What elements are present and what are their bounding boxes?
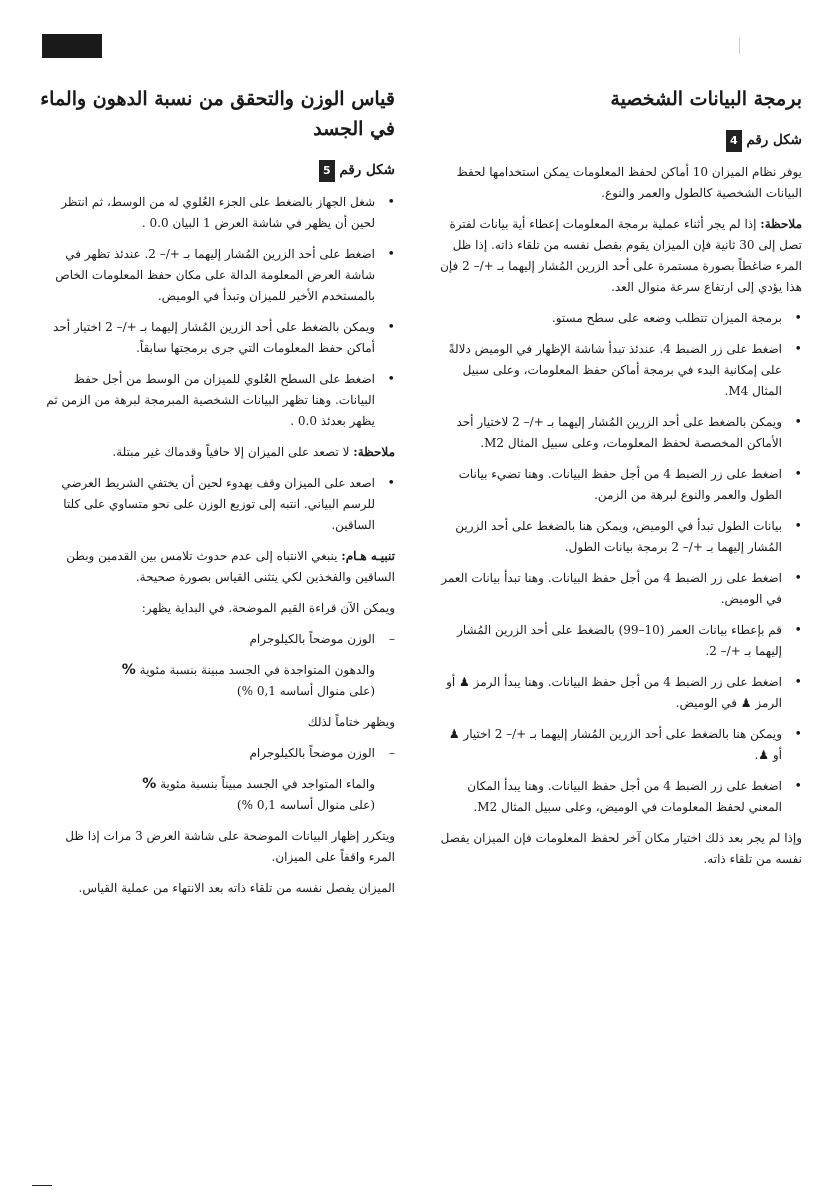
note-paragraph xyxy=(440,214,802,298)
reading-intro: ويمكن الآن قراءة القيم الموضحة. في البداية يظهر: xyxy=(141,601,395,615)
repeat-paragraph: ويتكرر إظهار البيانات الموضحة على شاشة العرض 3 مرات إذا ظل المرء واقفاً على الميزان. xyxy=(65,829,395,864)
finally-text: ويظهر ختاماً لذلك xyxy=(307,715,395,729)
step-item: • شغل الجهاز بالضغط على الجزء العُلوي له من الوسط، ثم انتظر لحين أن يظهر في شاشة العرض 1 البيان 0.0 . xyxy=(40,192,395,234)
note-paragraph xyxy=(40,442,395,463)
closing-paragraph: وإذا لم يجر بعد ذلك اختيار مكان آخر لحفظ المعلومات فإن الميزان يفصل نفسه من تلقاء ذاته. xyxy=(440,831,802,866)
step-item: • اضغط على زر الضبط 4 من أجل حفظ البيانات. وهنا تبدأ بيانات العمر في الوميض. xyxy=(440,568,802,610)
auto-off-paragraph: الميزان يفصل نفسه من تلقاء ذاته بعد الانتهاء من عملية القياس. xyxy=(78,881,395,895)
column-personal-data xyxy=(440,84,802,880)
footer-mark xyxy=(32,1185,52,1186)
step-item: • بيانات الطول تبدأ في الوميض، ويمكن هنا بالضغط على أحد الزرين المُشار إليهما بـ +/– 2 برمجة بيانات الطول. xyxy=(440,516,802,558)
step-item: • اضغط على زر الضبط 4 من أجل حفظ البيانات. وهنا يبدأ المكان المعني لحفظ المعلومات في الوميض، وعلى سبيل المثال M2. xyxy=(440,776,802,818)
reading-list-1 xyxy=(40,629,395,650)
section-title-measuring: قياس الوزن والتحقق من نسبة الدهون والماء في الجسد xyxy=(40,88,395,140)
note-label: ملاحظة: xyxy=(760,217,802,231)
note-label: ملاحظة: xyxy=(353,445,395,459)
fat-percentage-text: والدهون المتواجدة في الجسد مبينة بنسبة مئوية % (على منوال أساسه 0,1 %) xyxy=(121,662,375,698)
note-text: لا تصعد على الميزان إلا حافياً وقدماك غير مبتلة. xyxy=(112,445,354,459)
section-title-programming: برمجة البيانات الشخصية xyxy=(610,88,802,110)
step-note: (على منوال أساسه 0,1 %) xyxy=(236,684,375,698)
warning-label: تنبيـه هـام: xyxy=(341,549,395,563)
programming-steps xyxy=(440,308,802,818)
figure-number-badge: 5 xyxy=(319,160,335,182)
step-item: • اضغط على زر الضبط 4 من أجل حفظ البيانات. وهنا يبدأ الرمز ♟ أو الرمز ♟ في الوميض. xyxy=(440,672,802,714)
section-tab xyxy=(42,34,102,58)
note-text: إذا لم يجر أثناء عملية برمجة المعلومات إعطاء أية بيانات لفترة تصل إلى 30 ثانية فإن الميزان يقوم بفصل نفسه من تلقاء ذاته. إذا ظل المرء ضاغطاً بصورة مستمرة على أحد الزرين المُشار إليهما بـ +/– 2 فإن هذا يؤدي إلى ارتفاع سرعة منوال العد. xyxy=(440,217,802,294)
figure-reference: شكل رقم 5 xyxy=(40,160,395,182)
percent-symbol: % xyxy=(121,662,136,678)
reading-list-2 xyxy=(40,743,395,764)
step-item: • اصعد على الميزان وقف بهدوء لحين أن يختفي الشريط العرضي للرسم البياني. انتبه إلى توزيع الوزن على نحو متساوي على كلتا الساقين. xyxy=(40,473,395,536)
measuring-steps xyxy=(40,192,395,432)
step-item: • اضغط على زر الضبط 4. عندئذ تبدأ شاشة الإظهار في الوميض دلالةً على إمكانية البدء في برمجة أماكن حفظ المعلومات، وعلى سبيل المثال M4. xyxy=(440,339,802,402)
step-note: (على منوال أساسه 0,1 %) xyxy=(236,798,375,812)
step-item: • اضغط على السطح العُلوي للميزان من الوسط من أجل حفظ البيانات. وهنا تظهر البيانات الشخصية المبرمجة لبرهة من الزمن ثم يظهر بعدئذ 0.0 . xyxy=(40,369,395,432)
figure-reference: شكل رقم 4 xyxy=(440,130,802,152)
step-item: • ويمكن هنا بالضغط على أحد الزرين المُشار إليهما بـ +/– 2 اختيار ♟ أو ♟. xyxy=(440,724,802,766)
step-item: • ويمكن بالضغط على أحد الزرين المُشار إليهما بـ +/– 2 اختيار أحد أماكن حفظ المعلومات التي جرى برمجتها سابقاً. xyxy=(40,317,395,359)
reading-item: – الوزن موضحاً بالكيلوجرام xyxy=(40,629,395,650)
stand-step xyxy=(40,473,395,536)
step-item: • ويمكن بالضغط على أحد الزرين المُشار إليهما بـ +/– 2 لاختيار أحد الأماكن المخصصة لحفظ المعلومات، وعلى سبيل المثال M2. xyxy=(440,412,802,454)
intro-paragraph: يوفر نظام الميزان 10 أماكن لحفظ المعلومات يمكن استخدامها لحفظ البيانات الشخصية كالطول والعمر والنوع. xyxy=(456,165,802,200)
column-measuring xyxy=(40,84,395,909)
step-item: • اضغط على زر الضبط 4 من أجل حفظ البيانات. وهنا تضيء بيانات الطول والعمر والنوع لبرهة من الزمن. xyxy=(440,464,802,506)
warning-text: ينبغي الانتباه إلى عدم حدوث تلامس بين القدمين وبطن الساقين والفخذين لكي يتثنى القياس بصورة صحيحة. xyxy=(66,549,395,584)
step-item: • برمجة الميزان تتطلب وضعه على سطح مستو. xyxy=(440,308,802,329)
step-item: • قم بإعطاء بيانات العمر (10–99) بالضغط على أحد الزرين المُشار إليهما بـ +/– 2. xyxy=(440,620,802,662)
water-percentage-text: والماء المتواجد في الجسد مبيناً بنسبة مئوية % (على منوال أساسه 0,1 %) xyxy=(142,776,375,812)
figure-number-badge: 4 xyxy=(726,130,742,152)
step-item: • اضغط على أحد الزرين المُشار إليهما بـ +/– 2. عندئذ تظهر في شاشة العرض المعلومة الدالة على مكان حفظ المعلومات الخاص بالمستخدم الأخير للميزان وتبدأ في الوميض. xyxy=(40,244,395,307)
warning-paragraph xyxy=(40,546,395,588)
reading-item: – الوزن موضحاً بالكيلوجرام xyxy=(40,743,395,764)
percent-symbol: % xyxy=(142,776,157,792)
header-divider xyxy=(739,38,740,54)
